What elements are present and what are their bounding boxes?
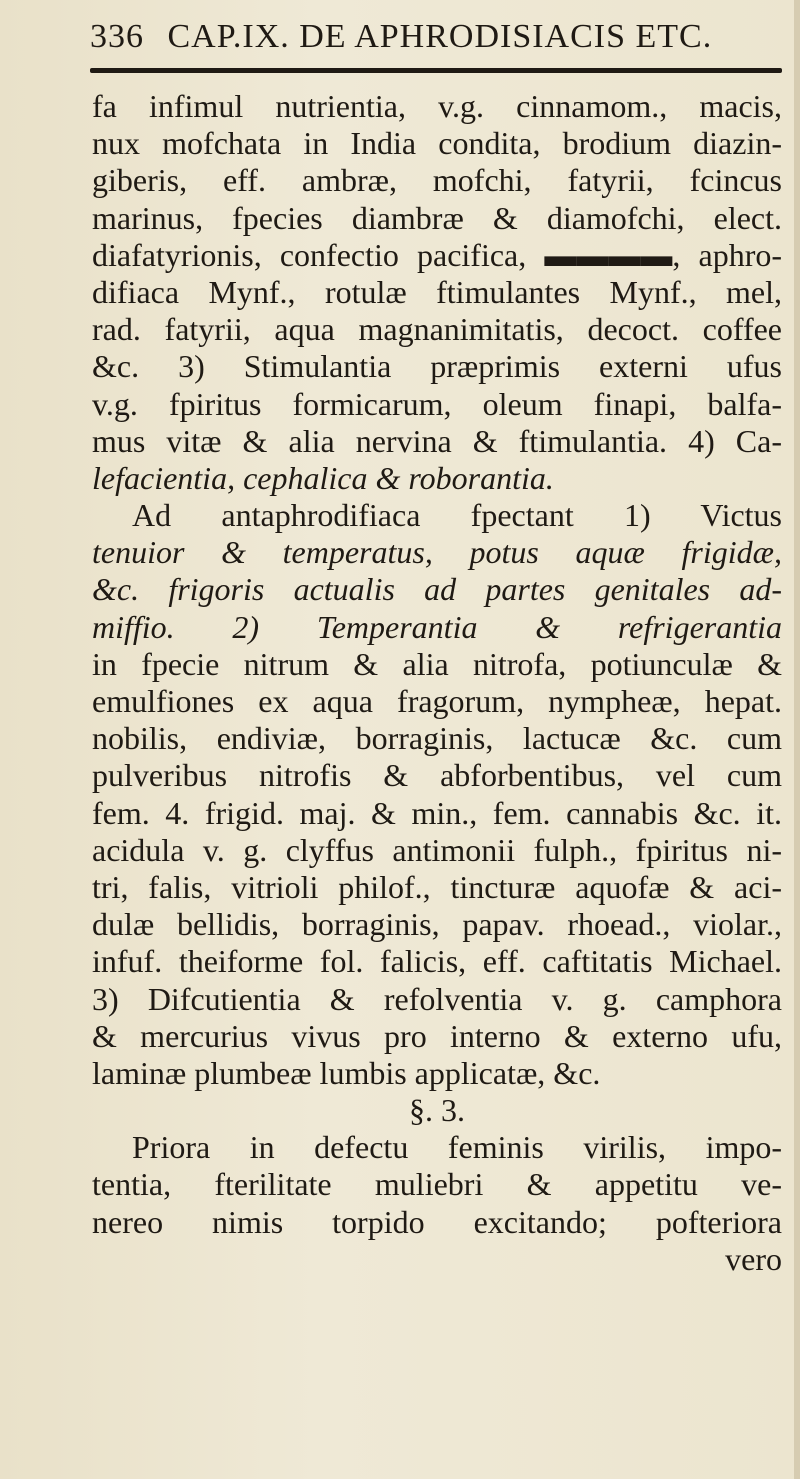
text-line: Ad antaphrodifiaca fpectant 1) Victus — [132, 497, 782, 534]
text-line: in fpecie nitrum & alia nitrofa, potiunculæ & — [92, 645, 782, 682]
running-header — [90, 18, 780, 62]
text-line: emulfiones ex aqua fragorum, nymphеæ, hepat. — [92, 683, 782, 719]
text-line: miffio. 2) Temperantia & refrigerantia — [92, 608, 782, 645]
header-rule — [90, 68, 782, 73]
text-line: difiaca Mynf., rotulæ ftimulantes Mynf., mel, — [92, 273, 782, 310]
text-line: 3) Difcutientia & refolventia v. g. camphora — [92, 980, 782, 1017]
body-text — [92, 88, 782, 1278]
text-line: marinus, fpecies diambræ & diamofchi, elect. — [92, 199, 782, 236]
text-line: acidula v. g. clyffus antimonii fulph., fpiritus ni- — [92, 831, 782, 868]
text-line: laminæ plumbeæ lumbis applicatæ, &c. — [92, 1054, 601, 1091]
text-line: &c. 3) Stimulantia præprimis externi ufus — [92, 348, 782, 385]
text-line: nereo nimis torpido excitando; pofteriora — [92, 1203, 782, 1240]
chapter-title: CAP.IX. DE APHRODISIACIS ETC. — [167, 18, 713, 55]
text-line: fa infimul nutrientia, v.g. cinnamom., macis, — [92, 88, 782, 124]
text-line: tenuior & temperatus, potus aquæ frigidæ, — [92, 534, 782, 571]
section-mark: §. 3. — [409, 1092, 465, 1129]
text-line: dulæ bellidis, borraginis, papav. rhoead., violar., — [92, 906, 782, 943]
text-line: Priora in defectu feminis virilis, impo- — [132, 1129, 782, 1166]
text-line: mus vitæ & alia nervina & ftimulantia. 4) Ca- — [92, 422, 782, 459]
text-line: nobilis, endiviæ, borraginis, lactucæ &c. cum — [92, 720, 782, 757]
text-line: &c. frigoris actualis ad partes genitales ad- — [92, 571, 782, 608]
page-number: 336 — [90, 18, 144, 55]
text-line: fem. 4. frigid. maj. & min., fem. cannabis &c. it. — [92, 794, 782, 831]
text-line: infuf. theiforme fol. falicis, eff. caftitatis Michael. — [92, 943, 782, 980]
text-line: & mercurius vivus pro interno & externo ufu, — [92, 1017, 782, 1054]
catchword: vero — [725, 1240, 782, 1277]
text-line: v.g. fpiritus formicarum, oleum finapi, balfa- — [92, 385, 782, 422]
text-line: lefacientia, cephalica & roborantia. — [92, 459, 554, 496]
text-line: diafatyrionis, confectio pacifica, ▬▬▬▬, aphro- — [92, 236, 782, 273]
text-line: giberis, eff. ambræ, mofchi, fatyrii, fcincus — [92, 162, 782, 199]
page-edge — [794, 0, 800, 1479]
text-line: pulveribus nitrofis & abforbentibus, vel cum — [92, 757, 782, 794]
text-line: rad. fatyrii, aqua magnanimitatis, decoct. coffee — [92, 311, 782, 348]
text-line: tri, falis, vitrioli philof., tincturæ aquofæ & aci- — [92, 868, 782, 905]
text-line: nux mofchata in India condita, brodium diazin- — [92, 125, 782, 162]
text-line: tentia, fterilitate muliebri & appetitu ve- — [92, 1166, 782, 1203]
